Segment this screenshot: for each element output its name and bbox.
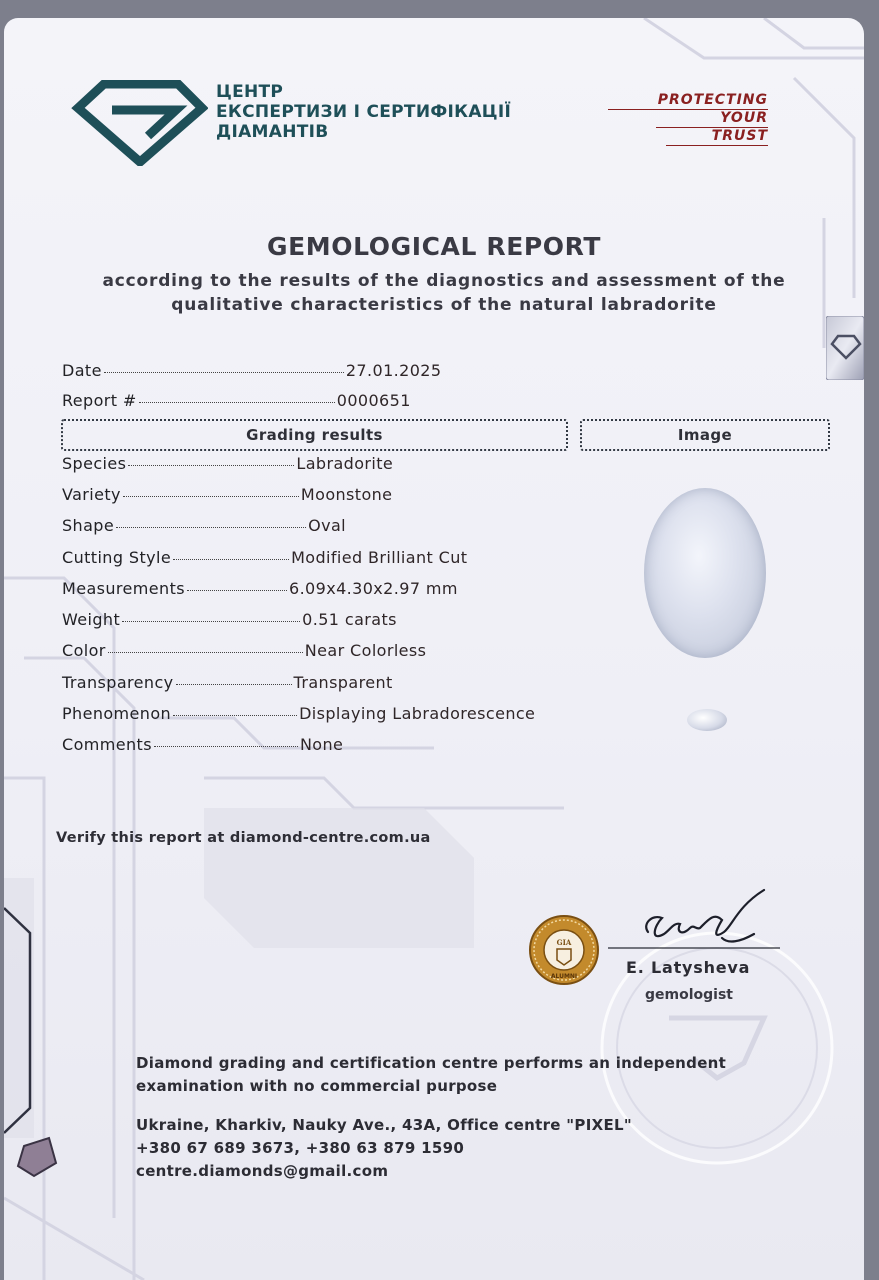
disclaimer-note	[136, 1052, 726, 1098]
field-value: None	[299, 735, 344, 754]
dots-leader	[128, 465, 294, 466]
field-weight	[62, 610, 397, 632]
dots-leader	[176, 684, 292, 685]
field-variety	[62, 485, 392, 507]
field-species	[62, 454, 393, 476]
certificate-card	[4, 18, 864, 1280]
field-value: Near Colorless	[304, 641, 427, 660]
field-label: Comments	[62, 735, 152, 754]
contact-info	[136, 1114, 632, 1183]
field-label: Weight	[62, 610, 121, 629]
tagline-line-1: PROTECTING	[608, 92, 768, 110]
report-number-value: 0000651	[336, 391, 411, 410]
field-measurements	[62, 579, 458, 601]
date-label: Date	[62, 361, 102, 380]
organization-name	[216, 82, 511, 142]
gemstone-image-large	[644, 488, 766, 658]
gemstone-image-actual-size	[687, 709, 727, 731]
tagline	[608, 92, 768, 146]
date-value: 27.01.2025	[345, 361, 442, 380]
gia-alumni-seal	[528, 914, 600, 986]
field-phenomenon	[62, 704, 535, 726]
subtitle-line-2: qualitative characteristics of the natural labradorite	[171, 295, 717, 315]
field-cutting-style	[62, 548, 467, 570]
dots-leader	[122, 621, 300, 622]
org-line-3: ДІАМАНТІВ	[216, 122, 329, 142]
field-value: Oval	[308, 516, 347, 535]
field-label: Transparency	[62, 673, 174, 692]
seal-text-top: GIA	[556, 938, 572, 947]
field-label: Phenomenon	[62, 704, 172, 723]
report-subtitle	[44, 269, 844, 317]
field-label: Variety	[62, 485, 121, 504]
field-color	[62, 641, 426, 663]
address-text: Ukraine, Kharkiv, Nauky Ave., 43A, Office centre "PIXEL"	[136, 1116, 632, 1134]
org-line-2: ЕКСПЕРТИЗИ І СЕРТИФІКАЦІЇ	[216, 102, 512, 122]
dots-leader	[116, 527, 306, 528]
field-label: Cutting Style	[62, 548, 172, 567]
dots-leader	[173, 715, 297, 716]
signature-graphic	[604, 886, 784, 956]
note-line-2: examination with no commercial purpose	[136, 1077, 498, 1095]
field-label: Measurements	[62, 579, 185, 598]
verify-text: Verify this report at diamond-centre.com.ua	[56, 830, 431, 846]
phone-numbers: +380 67 689 3673, +380 63 879 1590	[136, 1139, 465, 1157]
report-title: GEMOLOGICAL REPORT	[266, 232, 602, 261]
dots-leader	[187, 590, 287, 591]
report-number-label: Report #	[62, 391, 137, 410]
signer-role: gemologist	[645, 987, 733, 1003]
date-row	[62, 361, 441, 383]
field-value: 6.09x4.30x2.97 mm	[288, 579, 458, 598]
hologram-icon	[826, 316, 864, 380]
dots-leader	[154, 746, 298, 747]
seal-text-bottom: ALUMNI	[550, 973, 578, 980]
email-address: centre.diamonds@gmail.com	[136, 1162, 389, 1180]
field-value: Moonstone	[300, 485, 393, 504]
tagline-line-3: TRUST	[666, 128, 768, 146]
signer-name: E. Latysheva	[626, 958, 751, 977]
dots-leader	[104, 372, 344, 373]
grading-results-header: Grading results	[61, 419, 568, 451]
field-value: 0.51 carats	[302, 610, 397, 629]
dots-leader	[173, 559, 289, 560]
note-line-1: Diamond grading and certification centre performs an independent	[136, 1054, 727, 1072]
dots-leader	[108, 652, 303, 653]
field-transparency	[62, 673, 393, 695]
field-comments	[62, 735, 343, 757]
org-line-1: ЦЕНТР	[216, 82, 284, 102]
field-shape	[62, 516, 346, 538]
tagline-line-2: YOUR	[656, 110, 768, 128]
field-value: Displaying Labradorescence	[299, 704, 536, 723]
diamond-logo-icon	[68, 80, 208, 166]
field-label: Color	[62, 641, 106, 660]
field-value: Modified Brilliant Cut	[291, 548, 468, 567]
image-header: Image	[580, 419, 830, 451]
field-value: Transparent	[293, 673, 393, 692]
field-value: Labradorite	[296, 454, 394, 473]
field-label: Shape	[62, 516, 115, 535]
report-number-row	[62, 391, 411, 413]
dots-leader	[139, 402, 335, 403]
subtitle-line-1: according to the results of the diagnostics and assessment of the	[102, 271, 786, 291]
dots-leader	[123, 496, 299, 497]
field-label: Species	[62, 454, 127, 473]
